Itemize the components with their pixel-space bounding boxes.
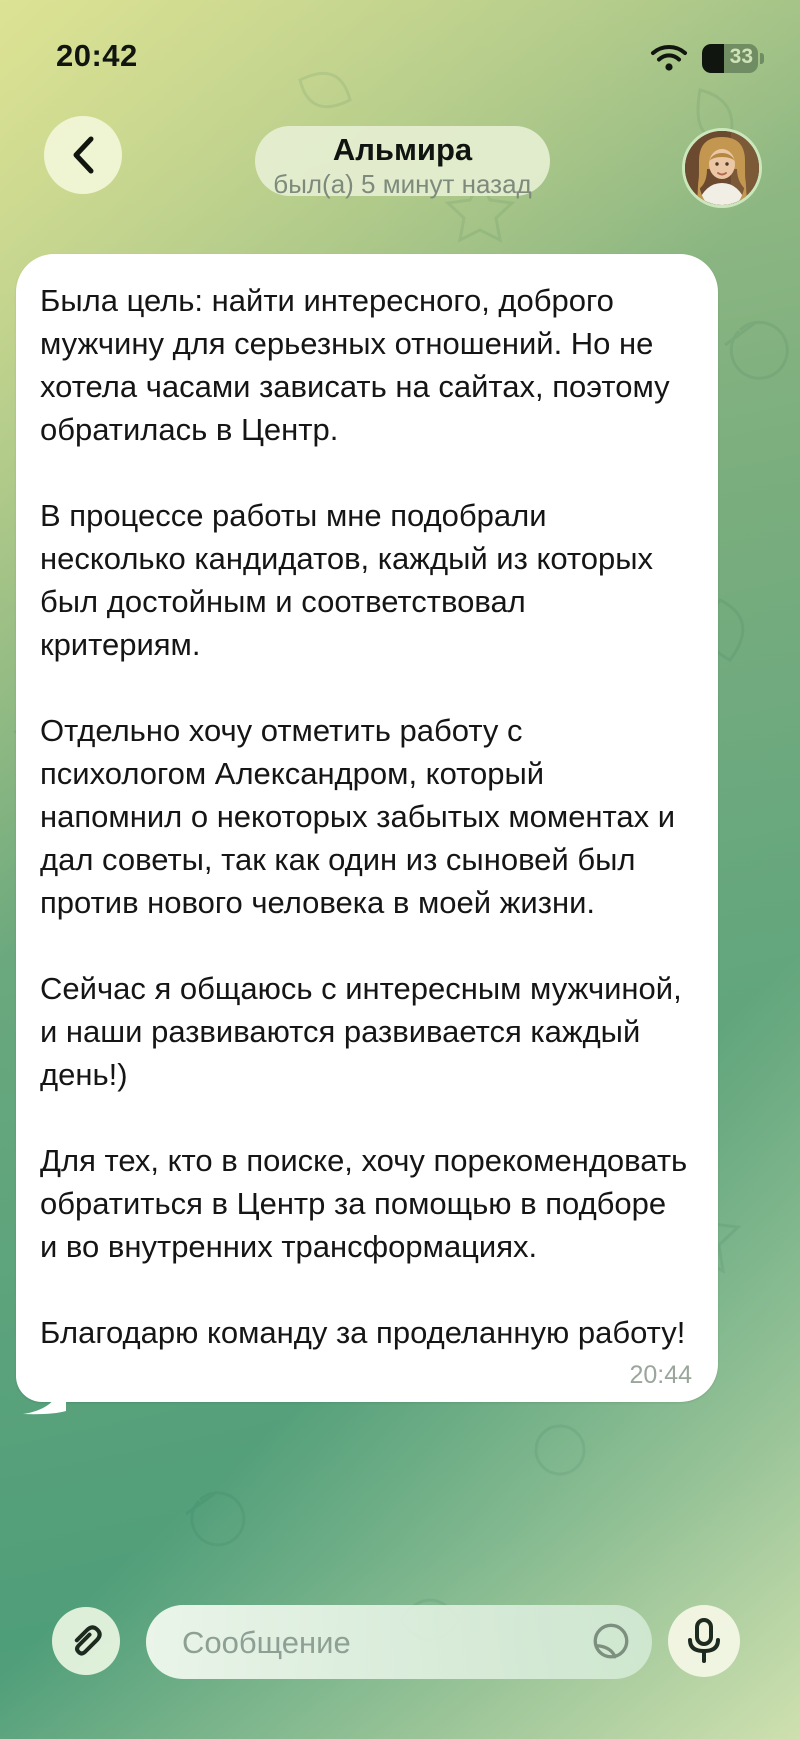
message-paragraph: В процессе работы мне подобрали несколько кандидатов, каждый из которых был достойным и соответствовал критериям. [40,498,654,662]
message-bubble [16,254,718,1402]
message-timestamp: 20:44 [629,1361,692,1389]
back-button[interactable] [44,116,122,194]
paperclip-icon [64,1619,108,1663]
avatar[interactable] [682,128,762,208]
status-time: 20:42 [56,38,138,73]
status-bar [0,36,800,80]
chevron-left-icon [70,135,96,175]
sticker-icon[interactable] [590,1621,632,1663]
contact-photo [685,131,759,205]
message-paragraph: Для тех, кто в поиске, хочу порекомендовать обратиться в Центр за помощью в подборе и во внутренних трансформациях. [40,1143,688,1264]
bubble-tail [22,1397,66,1415]
message-input[interactable] [180,1605,574,1681]
battery-percent: 33 [729,45,753,68]
wifi-icon [650,44,688,72]
chat-title: Альмира [332,132,473,167]
message-paragraph: Была цель: найти интересного, доброго мужчину для серьезных отношений. Но не хотела часами зависать на сайтах, поэтому обратилась в Центр. [40,283,670,447]
chat-last-seen: был(а) 5 минут назад [273,169,532,199]
message-field[interactable] [146,1605,652,1679]
message-paragraph: Отдельно хочу отметить работу с психологом Александром, который напомнил о некоторых забытых моментах и дал советы, так как один из сыновей был против нового человека в моей жизни. [40,713,676,920]
message-paragraph: Благодарю команду за проделанную работу! [40,1315,686,1350]
battery-nub [760,53,764,64]
chat-title-pill[interactable] [255,126,550,199]
microphone-icon [684,1618,724,1664]
battery-fill [702,44,724,73]
attach-button[interactable] [52,1607,120,1675]
message-paragraph: Сейчас я общаюсь с интересным мужчиной, и наши развиваются развивается каждый день!) [40,971,682,1092]
microphone-button[interactable] [668,1605,740,1677]
battery-icon [702,44,758,73]
